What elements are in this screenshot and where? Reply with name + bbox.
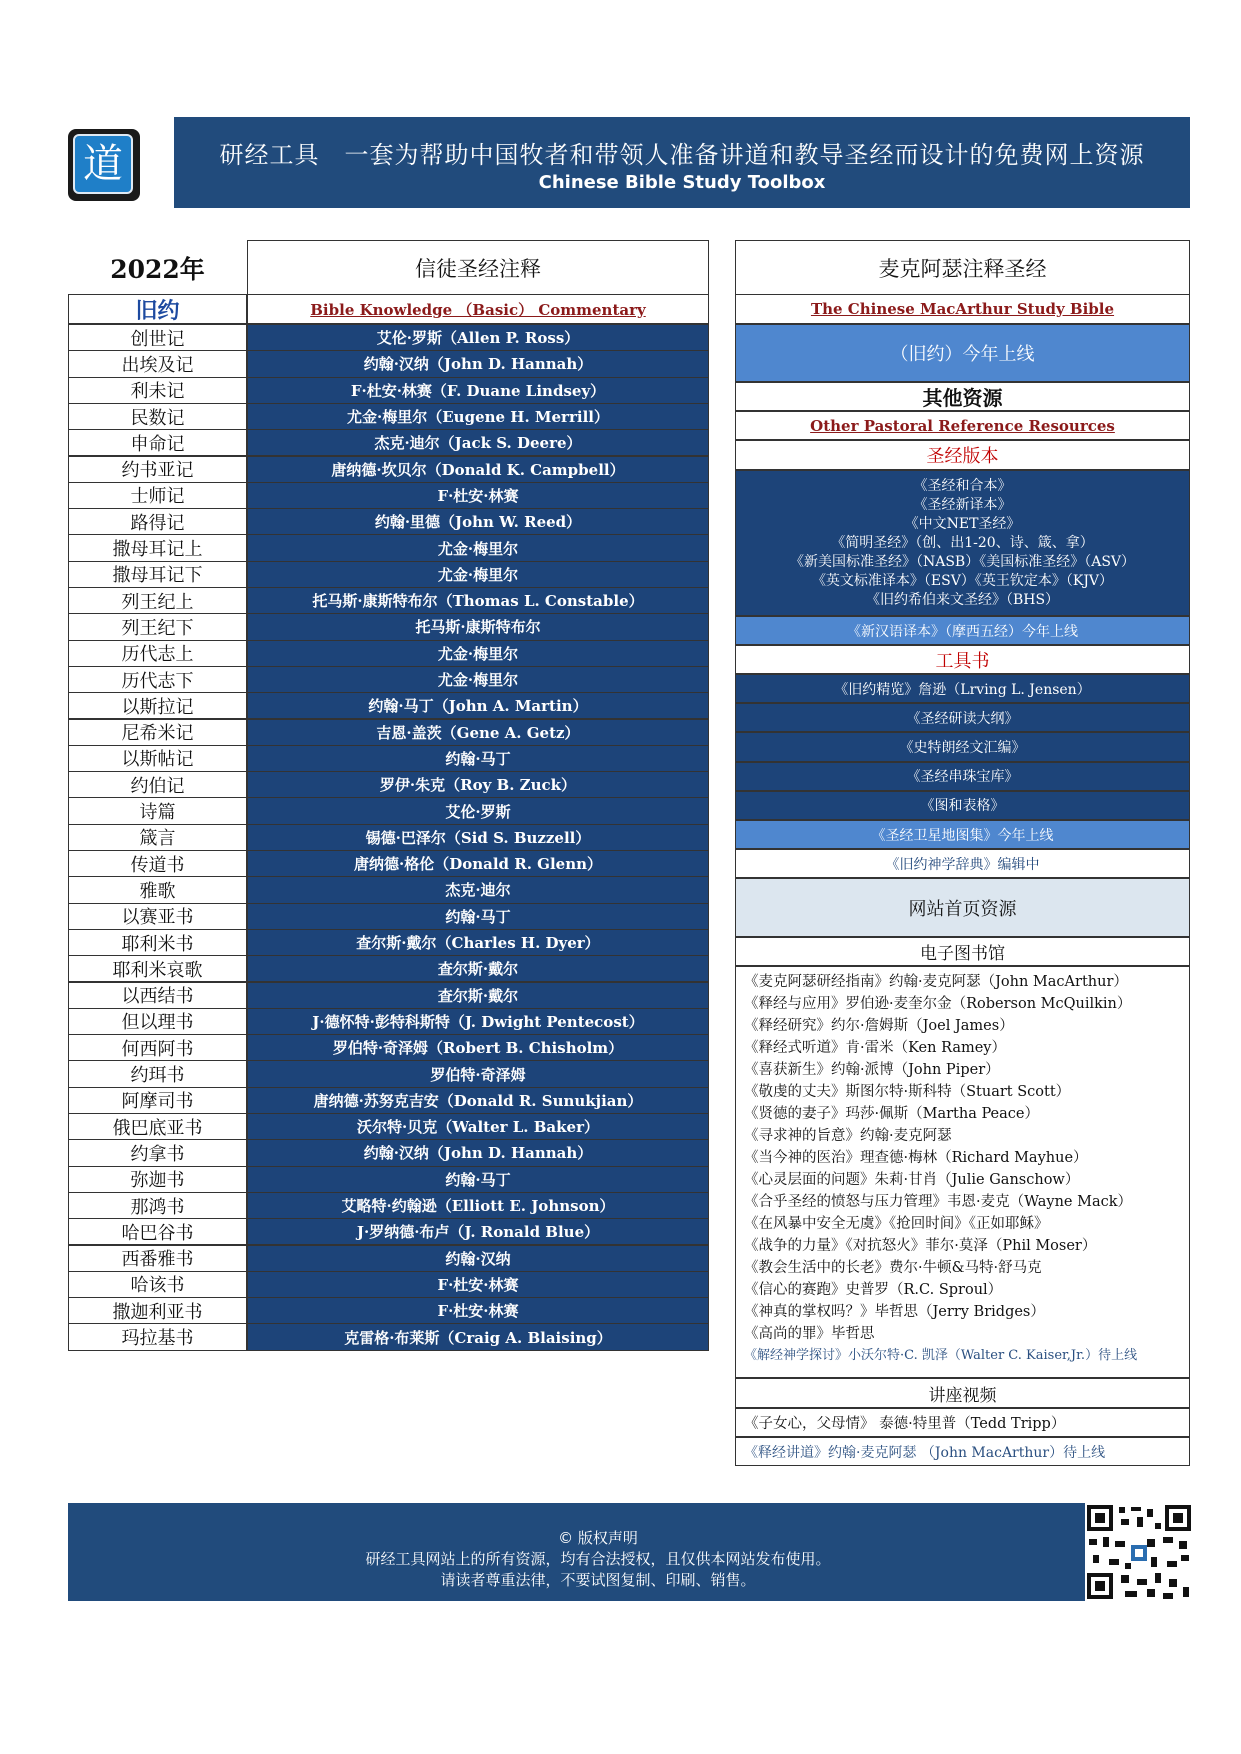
book-name: 诗篇 [68, 797, 247, 824]
ebook-item[interactable]: 《寻求神的旨意》约翰·麦克阿瑟 [744, 1128, 952, 1144]
book-name: 耶利米书 [68, 929, 247, 956]
commentary-author-link[interactable]: 艾略特·约翰逊（Elliott E. Johnson） [247, 1192, 709, 1219]
book-name: 那鸿书 [68, 1192, 247, 1219]
commentary-author-link[interactable]: 约翰·汉纳（John D. Hannah） [247, 1139, 709, 1166]
commentary-author-link[interactable]: 唐纳德·格伦（Donald R. Glenn） [247, 850, 709, 877]
commentary-subtitle-cell [247, 294, 709, 324]
tool-book-item[interactable]: 《图和表格》 [735, 791, 1190, 820]
video-pending-item: 《释经讲道》约翰·麦克阿瑟 （John MacArthur）待上线 [735, 1437, 1190, 1466]
book-name: 箴言 [68, 824, 247, 851]
book-name: 哈巴谷书 [68, 1218, 247, 1245]
book-name: 耶利米哀歌 [68, 955, 247, 982]
copyright-title: © 版权声明 [558, 1529, 638, 1547]
commentary-author-link[interactable]: 罗伯特·奇泽姆（Robert B. Chisholm） [247, 1034, 709, 1061]
ebook-item[interactable]: 《合乎圣经的愤怒与压力管理》韦恩·麦克（Wayne Mack） [744, 1194, 1133, 1210]
ebook-item[interactable]: 《神真的掌权吗？》毕哲思（Jerry Bridges） [744, 1304, 1045, 1320]
commentary-author-link[interactable]: 艾伦·罗斯 [247, 797, 709, 824]
version-online-banner: 《新汉语译本》（摩西五经）今年上线 [735, 616, 1190, 645]
book-name: 列王纪下 [68, 613, 247, 640]
book-name: 列王纪上 [68, 587, 247, 614]
commentary-author-link[interactable]: F·杜安·林赛 [247, 1297, 709, 1324]
commentary-author-link[interactable]: J·德怀特·彭特科斯特（J. Dwight Pentecost） [247, 1008, 709, 1035]
book-name: 士师记 [68, 482, 247, 509]
bible-version-item[interactable]: 《圣经新译本》 [913, 496, 1012, 513]
ebook-item[interactable]: 《信心的赛跑》史普罗（R.C. Sproul） [744, 1282, 1003, 1298]
book-name: 约拿书 [68, 1139, 247, 1166]
book-name: 出埃及记 [68, 350, 247, 377]
old-testament-label: 旧约 [68, 294, 247, 324]
video-item[interactable]: 《子女心，父母情》 泰德·特里普（Tedd Tripp） [735, 1408, 1190, 1437]
header-title-cn: 研经工具 一套为帮助中国牧者和带领人准备讲道和教导圣经而设计的免费网上资源 [219, 141, 1145, 169]
commentary-author-link[interactable]: 约翰·马丁 [247, 1166, 709, 1193]
book-name: 约伯记 [68, 771, 247, 798]
bible-versions-list [735, 470, 1190, 616]
ebook-item[interactable]: 《释经研究》约尔·詹姆斯（Joel James） [744, 1018, 1014, 1034]
other-resources-en-cell [735, 411, 1190, 440]
commentary-author-link[interactable]: F·杜安·林赛 [247, 482, 709, 509]
book-name: 以赛亚书 [68, 903, 247, 930]
book-name: 俄巴底亚书 [68, 1113, 247, 1140]
bible-version-item[interactable]: 《简明圣经》（创、出1-20、诗、箴、拿） [831, 534, 1094, 551]
dictionary-item[interactable]: 《旧约神学辞典》编辑中 [735, 849, 1190, 878]
commentary-author-link[interactable]: 杰克·迪尔 [247, 876, 709, 903]
book-name: 哈该书 [68, 1271, 247, 1298]
commentary-author-link[interactable]: 艾伦·罗斯（Allen P. Ross） [247, 324, 709, 351]
ebook-pending-item: 《解经神学探讨》小沃尔特·C. 凯泽（Walter C. Kaiser,Jr.）待上线 [744, 1348, 1138, 1363]
book-name: 撒母耳记上 [68, 534, 247, 561]
commentary-author-link[interactable]: F·杜安·林赛 [247, 1271, 709, 1298]
site-logo [68, 129, 140, 201]
commentary-author-link[interactable]: 唐纳德·苏努克吉安（Donald R. Sunukjian） [247, 1087, 709, 1114]
commentary-author-link[interactable]: 罗伯特·奇泽姆 [247, 1060, 709, 1087]
commentary-author-link[interactable]: 尤金·梅里尔（Eugene H. Merrill） [247, 403, 709, 430]
commentary-link[interactable]: Bible Knowledge （Basic） Commentary [310, 300, 646, 319]
bible-versions-title: 圣经版本 [735, 440, 1190, 470]
ot-online-banner: （旧约）今年上线 [735, 324, 1190, 382]
commentary-author-link[interactable]: 尤金·梅里尔 [247, 640, 709, 667]
bible-version-item[interactable]: 《英文标准译本》（ESV）《英王钦定本》（KJV） [811, 572, 1114, 589]
book-name: 传道书 [68, 850, 247, 877]
commentary-author-link[interactable]: 尤金·梅里尔 [247, 666, 709, 693]
copyright-footer [68, 1503, 1128, 1601]
commentary-author-link[interactable]: J·罗纳德·布卢（J. Ronald Blue） [247, 1218, 709, 1245]
book-name: 历代志上 [68, 640, 247, 667]
tool-book-item[interactable]: 《圣经串珠宝库》 [735, 762, 1190, 791]
ebook-item[interactable]: 《释经式听道》肯·雷米（Ken Ramey） [744, 1040, 1006, 1056]
commentary-author-link[interactable]: 罗伊·朱克（Roy B. Zuck） [247, 771, 709, 798]
commentary-author-link[interactable]: 锡德·巴泽尔（Sid S. Buzzell） [247, 824, 709, 851]
tool-book-item[interactable]: 《旧约精览》詹逊（Lrving L. Jensen） [735, 674, 1190, 703]
book-name: 弥迦书 [68, 1166, 247, 1193]
commentary-author-link[interactable]: 查尔斯·戴尔 [247, 955, 709, 982]
ebook-item[interactable]: 《心灵层面的问题》朱莉·甘肖（Julie Ganschow） [744, 1172, 1080, 1188]
commentary-author-link[interactable]: 查尔斯·戴尔（Charles H. Dyer） [247, 929, 709, 956]
commentary-author-link[interactable]: 约翰·马丁 [247, 745, 709, 772]
commentary-author-link[interactable]: 唐纳德·坎贝尔（Donald K. Campbell） [247, 456, 709, 483]
commentary-author-link[interactable]: 沃尔特·贝克（Walter L. Baker） [247, 1113, 709, 1140]
commentary-author-link[interactable]: 约翰·马丁（John A. Martin） [247, 692, 709, 719]
commentary-author-link[interactable]: 尤金·梅里尔 [247, 534, 709, 561]
bible-version-item[interactable]: 《旧约希伯来文圣经》（BHS） [865, 591, 1060, 608]
column-title-commentary: 信徒圣经注释 [247, 240, 709, 295]
commentary-author-link[interactable]: 杰克·迪尔（Jack S. Deere） [247, 429, 709, 456]
ebook-item[interactable]: 《释经与应用》罗伯逊·麦奎尔金（Roberson McQuilkin） [744, 996, 1132, 1012]
book-name: 但以理书 [68, 1008, 247, 1035]
copyright-line-1: 研经工具网站上的所有资源，均有合法授权，且仅供本网站发布使用。 [365, 1550, 831, 1568]
atlas-online-banner: 《圣经卫星地图集》今年上线 [735, 820, 1190, 849]
other-resources-title: 其他资源 [735, 382, 1190, 411]
ebook-item[interactable]: 《贤德的妻子》玛莎·佩斯（Martha Peace） [744, 1106, 1039, 1122]
commentary-author-link[interactable]: 克雷格·布莱斯（Craig A. Blaising） [247, 1323, 709, 1350]
book-name: 民数记 [68, 403, 247, 430]
book-name: 约珥书 [68, 1060, 247, 1087]
commentary-author-link[interactable]: 尤金·梅里尔 [247, 561, 709, 588]
book-name: 尼希米记 [68, 719, 247, 746]
tools-title: 工具书 [735, 645, 1190, 674]
bible-version-item[interactable]: 《中文NET圣经》 [904, 515, 1021, 532]
commentary-author-link[interactable]: 约翰·汉纳（John D. Hannah） [247, 350, 709, 377]
homepage-resources-title: 网站首页资源 [735, 878, 1190, 937]
ebook-item[interactable]: 《喜获新生》约翰·派博（John Piper） [744, 1062, 1000, 1078]
book-name: 撒迦利亚书 [68, 1297, 247, 1324]
ebook-item[interactable]: 《高尚的罪》毕哲思 [744, 1326, 875, 1342]
book-name: 阿摩司书 [68, 1087, 247, 1114]
commentary-author-link[interactable]: 吉恩·盖茨（Gene A. Getz） [247, 719, 709, 746]
logo-character: 道 [73, 134, 133, 194]
commentary-author-link[interactable]: 托马斯·康斯特布尔（Thomas L. Constable） [247, 587, 709, 614]
book-name: 创世记 [68, 324, 247, 351]
macarthur-link[interactable]: The Chinese MacArthur Study Bible [810, 300, 1115, 318]
ebook-library-title: 电子图书馆 [735, 937, 1190, 966]
other-resources-link[interactable]: Other Pastoral Reference Resources [810, 416, 1115, 435]
header-title-en: Chinese Bible Study Toolbox [538, 172, 826, 193]
book-name: 以斯帖记 [68, 745, 247, 772]
commentary-author-link[interactable]: 约翰·汉纳 [247, 1245, 709, 1272]
ebook-list [735, 966, 1190, 1378]
book-name: 利未记 [68, 377, 247, 404]
book-name: 撒母耳记下 [68, 561, 247, 588]
book-name: 申命记 [68, 429, 247, 456]
commentary-author-link[interactable]: 约翰·马丁 [247, 903, 709, 930]
bible-version-item[interactable]: 《圣经和合本》 [913, 477, 1012, 494]
book-name: 以斯拉记 [68, 692, 247, 719]
book-name: 雅歌 [68, 876, 247, 903]
page-header [174, 117, 1190, 208]
ebook-item[interactable]: 《战争的力量》《对抗怒火》菲尔·莫泽（Phil Moser） [744, 1238, 1097, 1254]
column-title-macarthur: 麦克阿瑟注释圣经 [735, 240, 1190, 295]
ebook-item[interactable]: 《教会生活中的长老》费尔·牛顿&马特·舒马克 [744, 1260, 1042, 1276]
ebook-item[interactable]: 《麦克阿瑟研经指南》约翰·麦克阿瑟（John MacArthur） [744, 974, 1128, 990]
ebook-item[interactable]: 《敬虔的丈夫》斯图尔特·斯科特（Stuart Scott） [744, 1084, 1071, 1100]
commentary-author-link[interactable]: 约翰·里德（John W. Reed） [247, 508, 709, 535]
copyright-line-2: 请读者尊重法律，不要试图复制、印刷、销售。 [440, 1571, 756, 1589]
year-label: 2022年 [110, 254, 205, 284]
tool-book-item[interactable]: 《圣经研读大纲》 [735, 703, 1190, 732]
macarthur-subtitle-cell [735, 294, 1190, 324]
book-name: 何西阿书 [68, 1034, 247, 1061]
commentary-author-link[interactable]: 托马斯·康斯特布尔 [247, 613, 709, 640]
tool-book-item[interactable]: 《史特朗经文汇编》 [735, 732, 1190, 761]
book-name: 以西结书 [68, 982, 247, 1009]
book-name: 路得记 [68, 508, 247, 535]
video-lectures-title: 讲座视频 [735, 1378, 1190, 1408]
book-name: 约书亚记 [68, 456, 247, 483]
book-name: 玛拉基书 [68, 1323, 247, 1350]
commentary-author-link[interactable]: 查尔斯·戴尔 [247, 982, 709, 1009]
bible-version-item[interactable]: 《新美国标准圣经》（NASB）《美国标准圣经》（ASV） [789, 553, 1136, 570]
ebook-item[interactable]: 《在风暴中安全无虞》《抢回时间》《正如耶稣》 [744, 1216, 1049, 1232]
ebook-item[interactable]: 《当今神的医治》理查德·梅林（Richard Mayhue） [744, 1150, 1088, 1166]
book-name: 历代志下 [68, 666, 247, 693]
commentary-author-link[interactable]: F·杜安·林赛（F. Duane Lindsey） [247, 377, 709, 404]
qr-code-icon [1085, 1503, 1193, 1601]
book-name: 西番雅书 [68, 1245, 247, 1272]
